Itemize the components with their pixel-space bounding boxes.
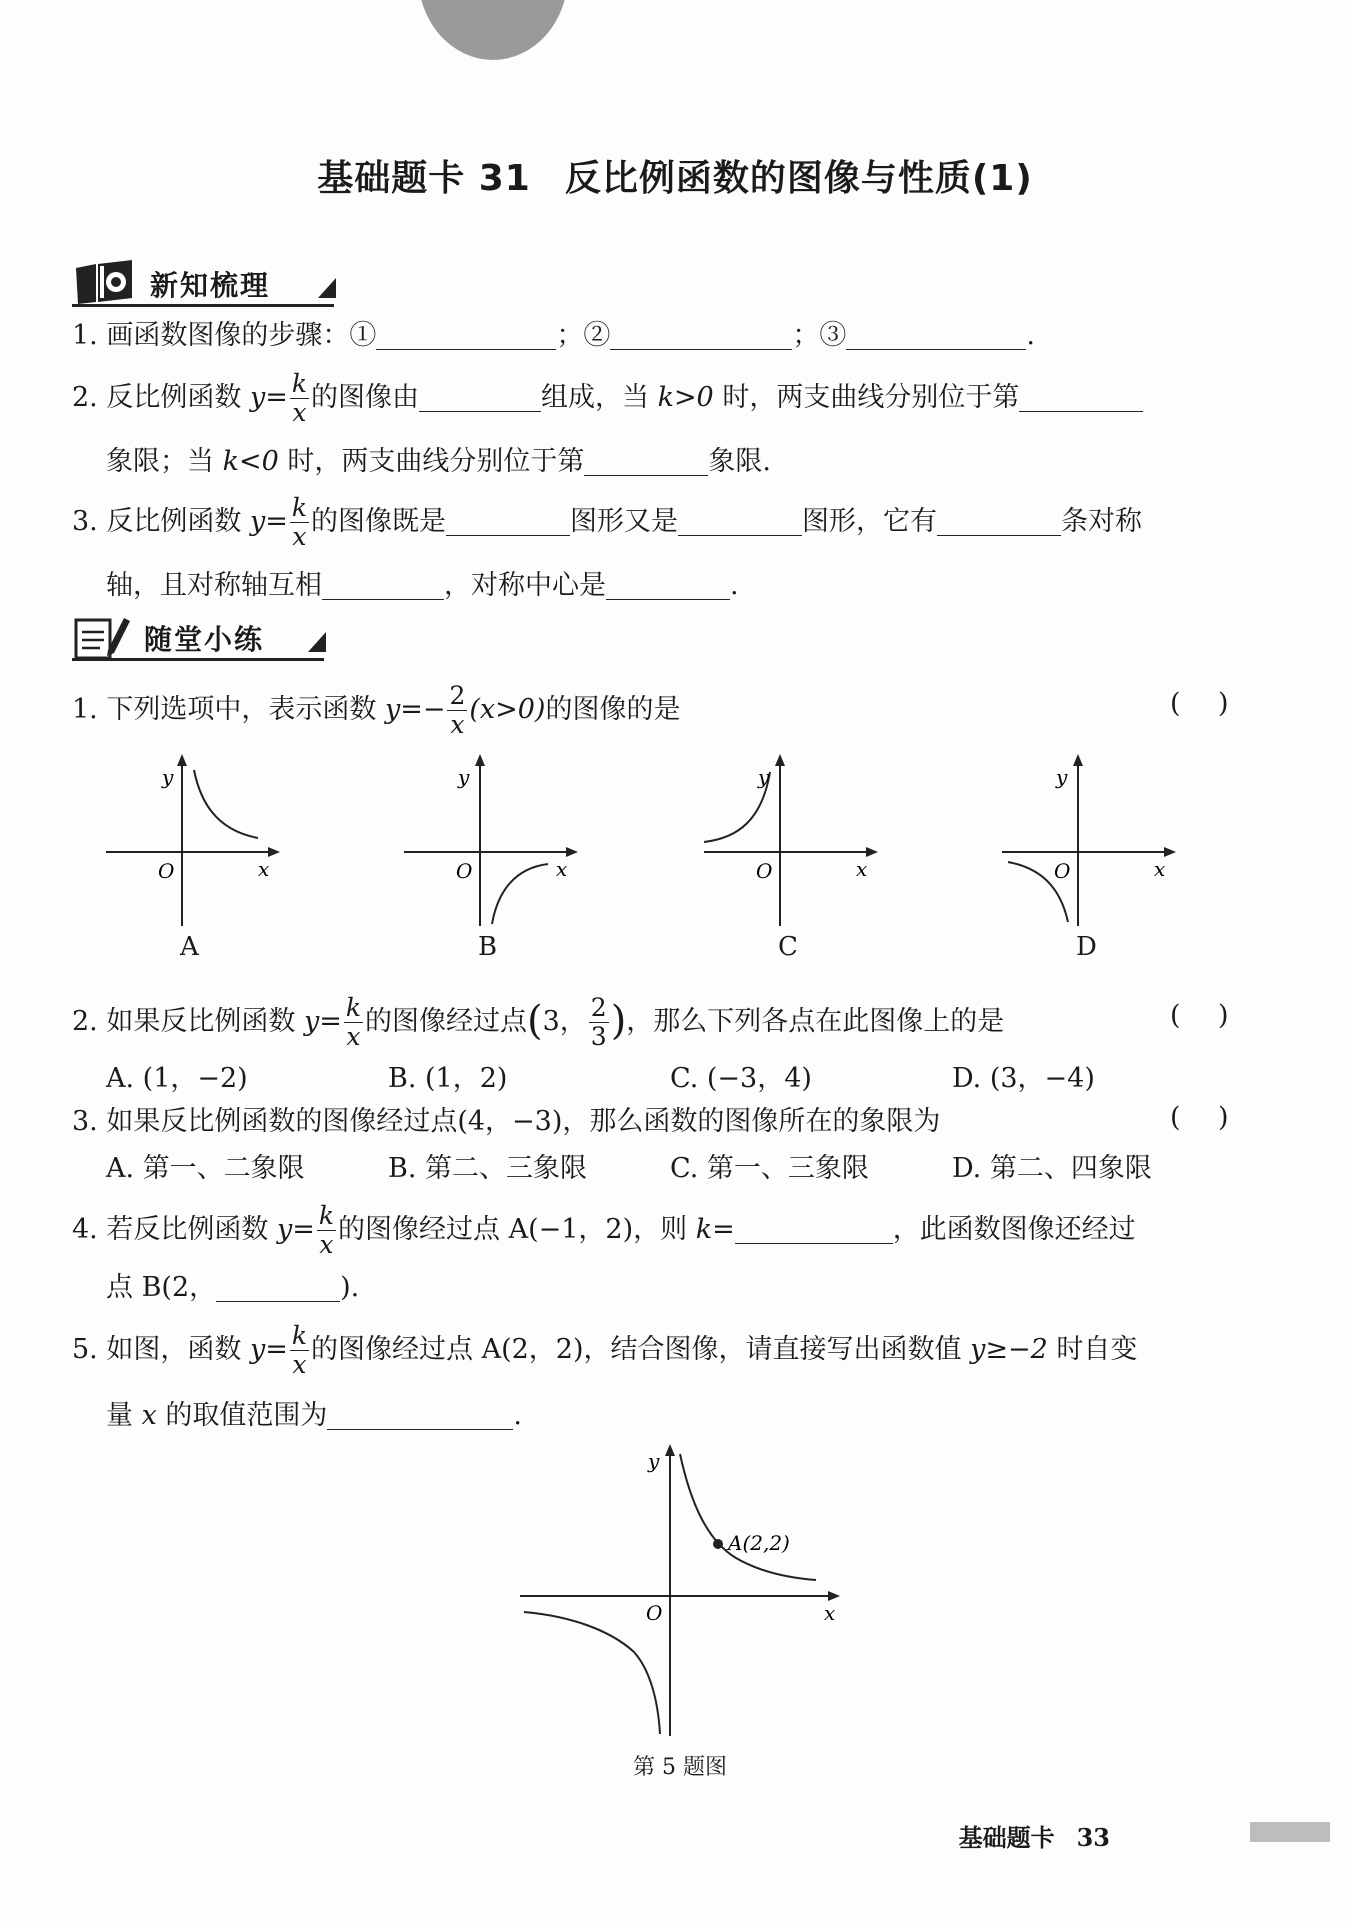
section-heading-practice [72, 612, 332, 664]
fraction: $\frac{k}{x}$ [291, 1321, 307, 1379]
option-letter-c: C [778, 932, 798, 962]
answer-blank[interactable] [322, 569, 444, 600]
option-graph-c[interactable] [698, 750, 888, 930]
svg-text:O: O [756, 859, 773, 883]
option-b[interactable]: B. 第二、三象限 [388, 1153, 588, 1184]
practice-question-4-cont: 点 B(2， ). [106, 1272, 360, 1303]
svg-text:x: x [824, 1601, 836, 1625]
svg-text:O: O [1054, 859, 1071, 883]
option-a[interactable]: A. 第一、二象限 [106, 1153, 305, 1184]
svg-text:O: O [456, 859, 473, 883]
notebook-pencil-icon [72, 612, 132, 662]
practice-question-5: 5. 如图，函数 y= $\frac{k}{x}$ 的图像经过点 A(2，2)，结合图像，请直接写出函数值 y≥−2 时自变 [72, 1321, 1138, 1379]
answer-blank[interactable] [678, 505, 802, 536]
option-d[interactable]: D. 第二、四象限 [952, 1153, 1152, 1184]
svg-text:x: x [556, 857, 568, 881]
option-b[interactable]: B. (1，2) [388, 1063, 508, 1094]
title-topic: 反比例函数的图像与性质(1) [564, 158, 1033, 199]
svg-text:x: x [856, 857, 868, 881]
k1-question-1: 1. 画函数图像的步骤：① ；② ；③ . [72, 320, 1035, 351]
svg-text:y: y [1056, 765, 1068, 789]
fraction: $\frac{k}{x}$ [345, 993, 361, 1051]
answer-blank[interactable] [937, 505, 1061, 536]
svg-text:A(2,2): A(2,2) [728, 1531, 790, 1555]
answer-blank[interactable] [446, 505, 570, 536]
figure-caption: 第 5 题图 [633, 1755, 727, 1780]
answer-parentheses[interactable]: ( ) [1170, 688, 1229, 719]
svg-text:x: x [258, 857, 270, 881]
k1-question-3: 3. 反比例函数 y= $\frac{k}{x}$ 的图像既是 图形又是 图形，它有 条对称 [72, 493, 1142, 551]
section-heading-label: 新知梳理 [150, 269, 271, 302]
svg-text:y: y [458, 765, 470, 789]
fraction: $\frac{2}{x}$ [449, 681, 466, 739]
svg-text:y: y [648, 1449, 660, 1473]
title-card-number: 基础题卡 31 [317, 158, 531, 199]
svg-text:y: y [162, 765, 174, 789]
page-footer [959, 1818, 1110, 1853]
page-tab-decoration [418, 0, 568, 60]
page-title [0, 150, 1350, 201]
option-d[interactable]: D. (3，−4) [952, 1063, 1095, 1094]
answer-blank[interactable] [327, 1399, 513, 1430]
answer-blank[interactable] [846, 319, 1026, 350]
answer-parentheses[interactable]: ( ) [1170, 1102, 1229, 1133]
question-5-figure [510, 1440, 850, 1740]
footer-label: 基础题卡 [958, 1824, 1055, 1852]
section-underline [72, 304, 334, 307]
practice-question-2: 2. 如果反比例函数 y= $\frac{k}{x}$ 的图像经过点(3， $\frac{2}{3}$ )，那么下列各点在此图像上的是 [72, 993, 1005, 1051]
svg-text:O: O [646, 1601, 663, 1625]
option-a[interactable]: A. (1，−2) [106, 1063, 248, 1094]
fraction: $\frac{2}{3}$ [590, 993, 607, 1051]
option-c[interactable]: C. 第一、三象限 [670, 1153, 869, 1184]
fraction: $\frac{k}{x}$ [291, 369, 307, 427]
option-graph-b[interactable] [398, 750, 588, 930]
answer-blank[interactable] [735, 1213, 893, 1244]
option-letter-b: B [478, 932, 498, 962]
fraction: $\frac{k}{x}$ [318, 1201, 334, 1259]
answer-parentheses[interactable]: ( ) [1170, 1000, 1229, 1031]
heading-triangle [308, 632, 326, 652]
k1-question-3-cont: 轴，且对称轴互相 ，对称中心是 . [106, 570, 739, 601]
book-icon [72, 258, 138, 308]
section-underline [72, 658, 324, 661]
practice-question-1: 1. 下列选项中，表示函数 y=− $\frac{2}{x}$ (x>0)的图像的是 [72, 681, 681, 739]
answer-blank[interactable] [584, 445, 708, 476]
footer-bar-decoration [1250, 1822, 1330, 1842]
page-number: 33 [1076, 1823, 1110, 1852]
answer-blank[interactable] [376, 319, 556, 350]
practice-question-4: 4. 若反比例函数 y= $\frac{k}{x}$ 的图像经过点 A(−1，2)，则 k= ，此函数图像还经过 [72, 1201, 1136, 1259]
k1-question-2: 2. 反比例函数 y= $\frac{k}{x}$ 的图像由 组成，当 k>0 时，两支曲线分别位于第 [72, 370, 1143, 427]
svg-text:x: x [1154, 857, 1166, 881]
heading-triangle [318, 278, 336, 298]
svg-text:y: y [758, 765, 770, 789]
answer-blank[interactable] [1019, 381, 1143, 412]
k1-question-2-cont: 象限；当 k<0 时，两支曲线分别位于第 象限. [106, 446, 771, 477]
section-heading-new-knowledge [72, 258, 342, 310]
option-letter-a: A [180, 932, 199, 962]
practice-question-5-cont: 量 x 的取值范围为 . [106, 1400, 523, 1431]
option-c[interactable]: C. (−3，4) [670, 1063, 812, 1094]
answer-blank[interactable] [606, 569, 730, 600]
option-graph-d[interactable] [996, 750, 1186, 930]
fraction: $\frac{k}{x}$ [291, 493, 307, 551]
answer-blank[interactable] [610, 319, 792, 350]
point-a-marker [713, 1539, 723, 1549]
practice-question-3: 3. 如果反比例函数的图像经过点(4，−3)，那么函数的图像所在的象限为 [72, 1106, 941, 1137]
section-heading-label: 随堂小练 [144, 623, 265, 656]
option-graph-a[interactable] [100, 750, 290, 930]
answer-blank[interactable] [216, 1271, 340, 1302]
option-letter-d: D [1076, 932, 1097, 962]
svg-text:O: O [158, 859, 175, 883]
answer-blank[interactable] [419, 381, 541, 412]
